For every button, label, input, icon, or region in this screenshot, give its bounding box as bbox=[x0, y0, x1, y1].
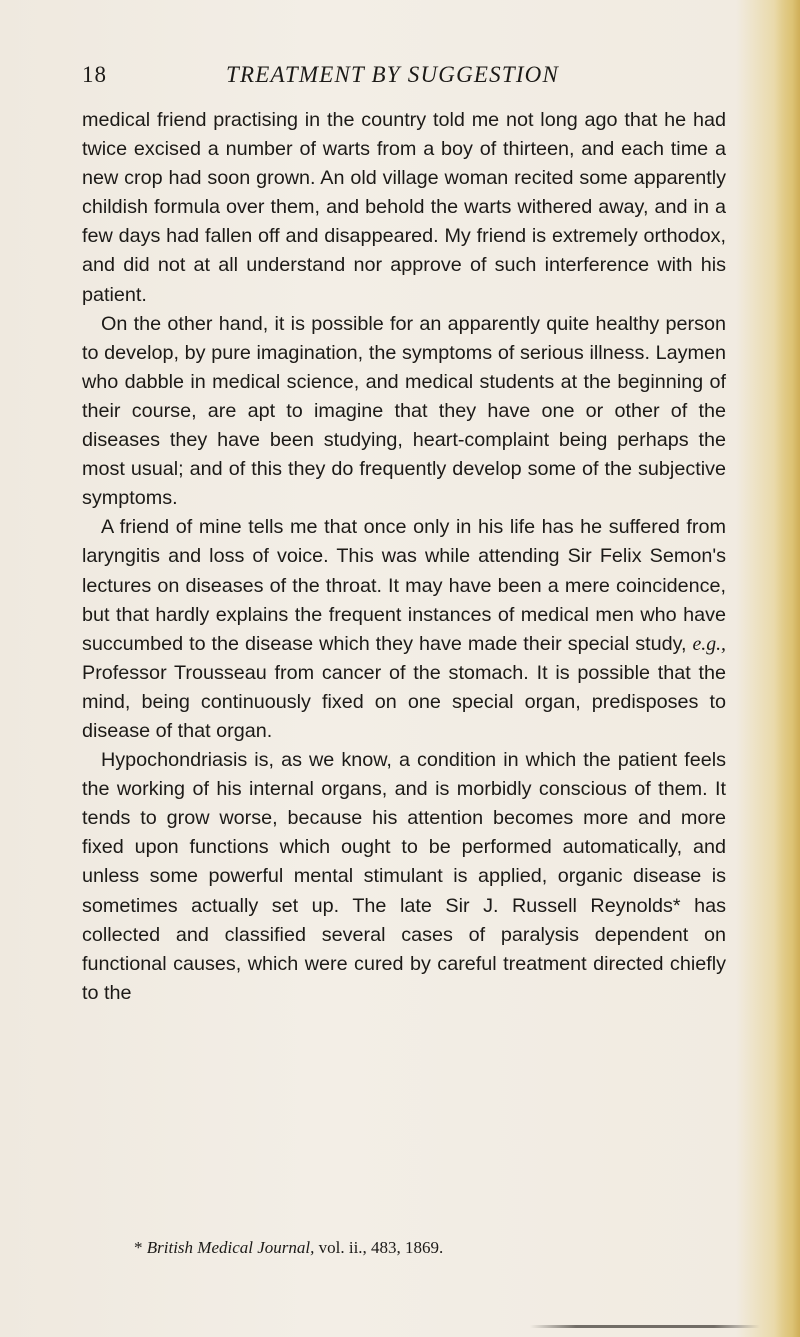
paragraph-laryngitis-part-2: Professor Trousseau from cancer of the stomach. It is possible that the mind, being continuously fixed on one special organ, predisposes to disease of that organ. bbox=[82, 661, 726, 742]
bottom-rule bbox=[530, 1325, 760, 1328]
page-number: 18 bbox=[82, 62, 107, 87]
abbreviation-eg: e.g., bbox=[692, 632, 726, 655]
footnote-source: British Medical Journal, bbox=[146, 1238, 315, 1257]
paragraph-warts: medical friend practising in the country told me not long ago that he had twice excised a number of warts from a boy of thirteen, and each time a new crop had soon grown. An old village woman recited some apparently childish formula over them, and behold the warts withered away, and in a few days had fallen off and disappeared. My friend is extremely orthodox, and did not at all understand nor approve of such interference with his patient. bbox=[82, 109, 726, 306]
footnote-marker: * bbox=[134, 1238, 147, 1257]
footnote bbox=[134, 1238, 443, 1258]
page-header bbox=[82, 62, 722, 92]
paragraph-imagination: On the other hand, it is possible for an apparently quite healthy person to develop, by pure imagination, the symptoms of serious illness. Laymen who dabble in medical science, and medical students at the beginning of their course, are apt to imagine that they have one or other of the diseases they have been studying, heart-complaint being perhaps the most usual; and of this they do frequently develop some of the subjective symptoms. bbox=[82, 312, 726, 510]
paragraph-hypochondriasis: Hypochondriasis is, as we know, a condition in which the patient feels the working of his internal organs, and is morbidly conscious of them. It tends to grow worse, because his attention becomes more and more fixed upon functions which ought to be performed automatically, and unless some powerful mental stimulant is applied, organic disease is sometimes actually set up. The late Sir J. Russell Reynolds* has collected and classified several cases of paralysis dependent on functional causes, which were cured by careful treatment directed chiefly to the bbox=[82, 749, 726, 1004]
running-head: TREATMENT BY SUGGESTION bbox=[226, 62, 560, 87]
paragraph-laryngitis-part-1: A friend of mine tells me that once only in his life has he suffered from laryngitis and loss of voice. This was while attending Sir Felix Semon's lectures on diseases of the throat. It may have been a mere coincidence, but that hardly explains the frequent instances of medical men who have succumbed to the disease which they have made their special study, bbox=[82, 516, 726, 655]
page-edge-shadow bbox=[774, 0, 800, 1337]
paragraph-laryngitis bbox=[82, 513, 726, 746]
footnote-reference: vol. ii., 483, 1869. bbox=[314, 1238, 444, 1257]
body-text bbox=[82, 106, 726, 1008]
